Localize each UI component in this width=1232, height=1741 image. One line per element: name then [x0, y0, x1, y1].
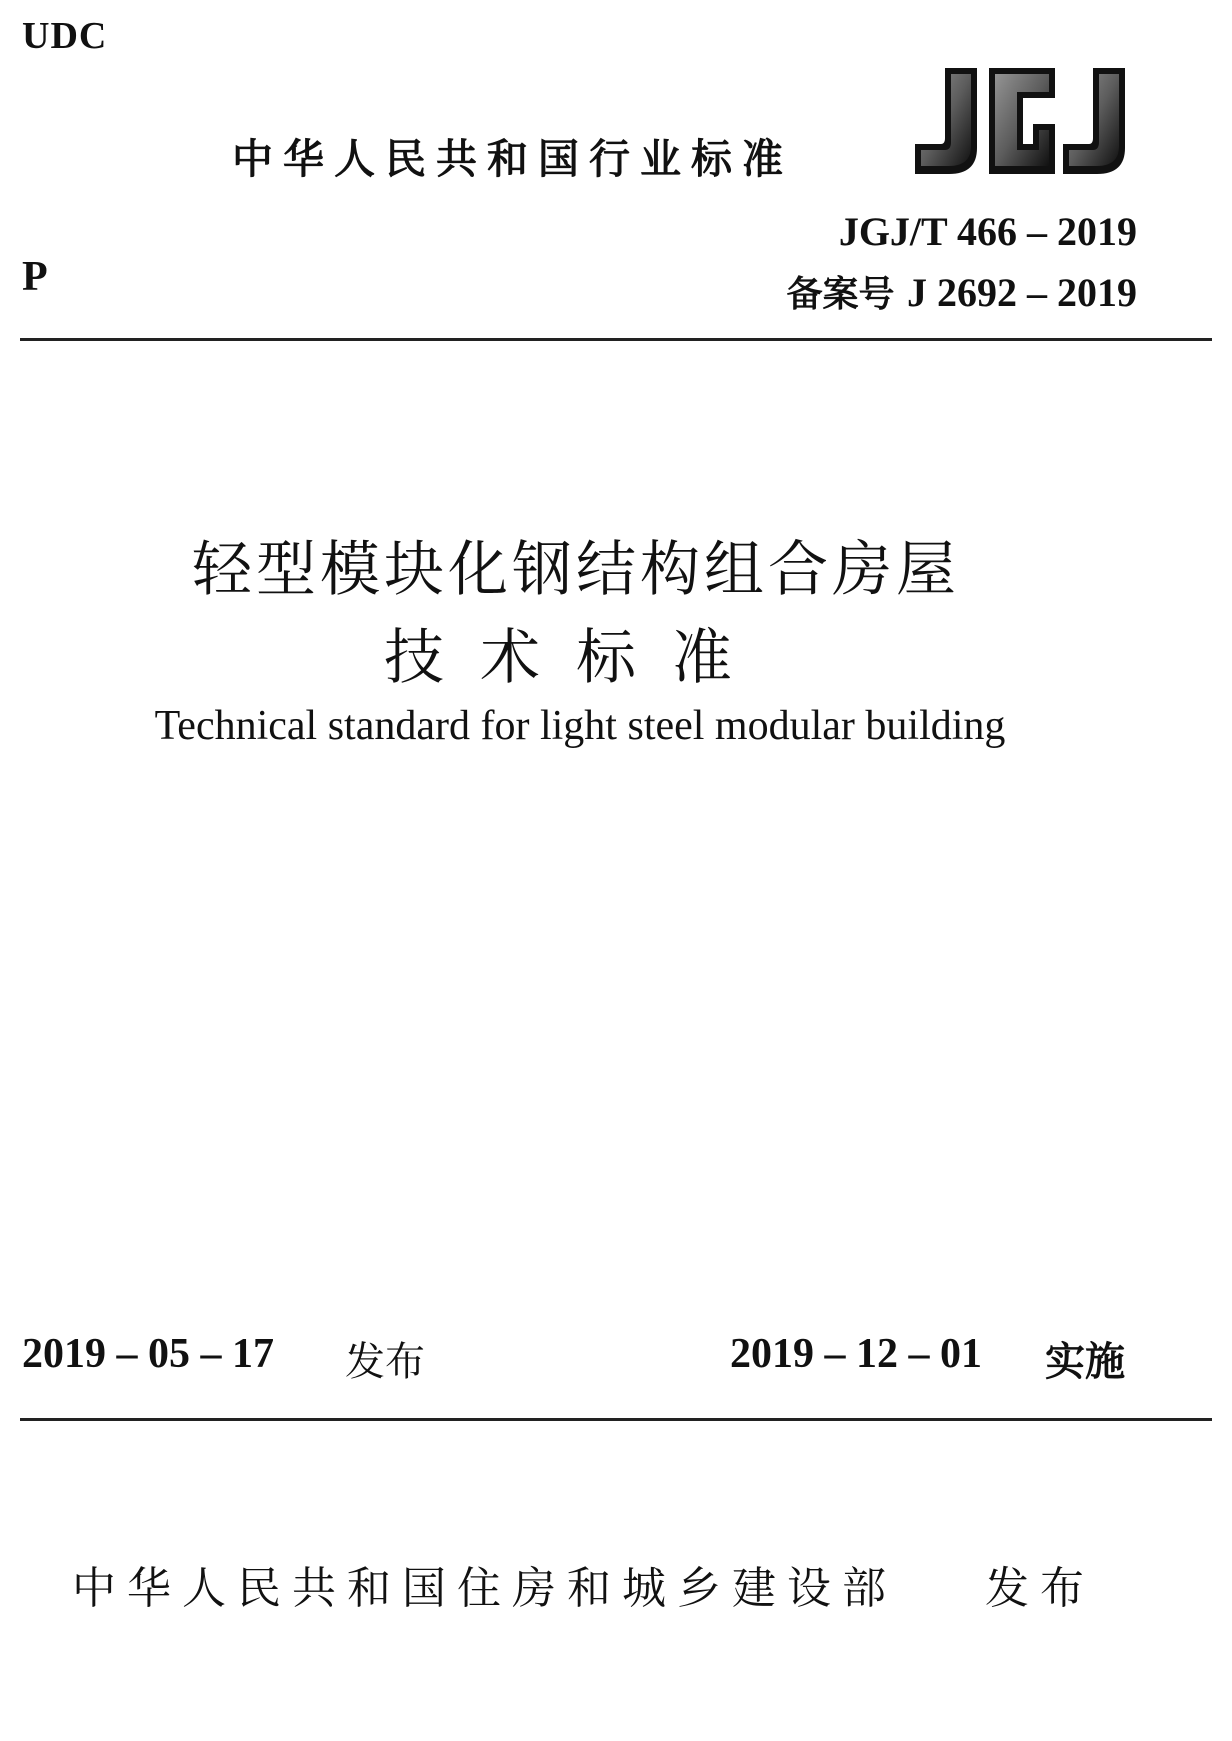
- publisher-name: 中华人民共和国住房和城乡建设部: [72, 1563, 897, 1614]
- record-label: 备案号: [786, 274, 895, 315]
- record-number-line: [786, 266, 1137, 317]
- title-line-2: 技术标准: [384, 623, 768, 693]
- logo-text: JGJ: [905, 62, 907, 63]
- standard-category: 中华人民共和国行业标准: [232, 135, 793, 183]
- bottom-divider: [20, 1418, 1212, 1421]
- logo-letter-g: [989, 68, 1055, 174]
- logo-letter-j2: [1063, 68, 1125, 174]
- effective-label: 实施: [1045, 1339, 1125, 1385]
- udc-label: UDC: [22, 15, 108, 57]
- jgj-logo: [905, 62, 1135, 180]
- publish-label: 发布: [345, 1339, 425, 1385]
- standard-number: JGJ/T 466 – 2019: [838, 209, 1137, 254]
- top-divider: [20, 338, 1212, 341]
- category-code: P: [22, 254, 48, 300]
- logo-letter-j1: [915, 68, 977, 174]
- effective-date: 2019 – 12 – 01: [730, 1331, 982, 1377]
- title-line-1: 轻型模块化钢结构组合房屋: [192, 535, 960, 605]
- publisher-action: 发布: [985, 1563, 1095, 1614]
- title-english: Technical standard for light steel modular building: [154, 703, 1006, 749]
- publish-date: 2019 – 05 – 17: [22, 1331, 274, 1377]
- record-number: J 2692 – 2019: [907, 270, 1137, 315]
